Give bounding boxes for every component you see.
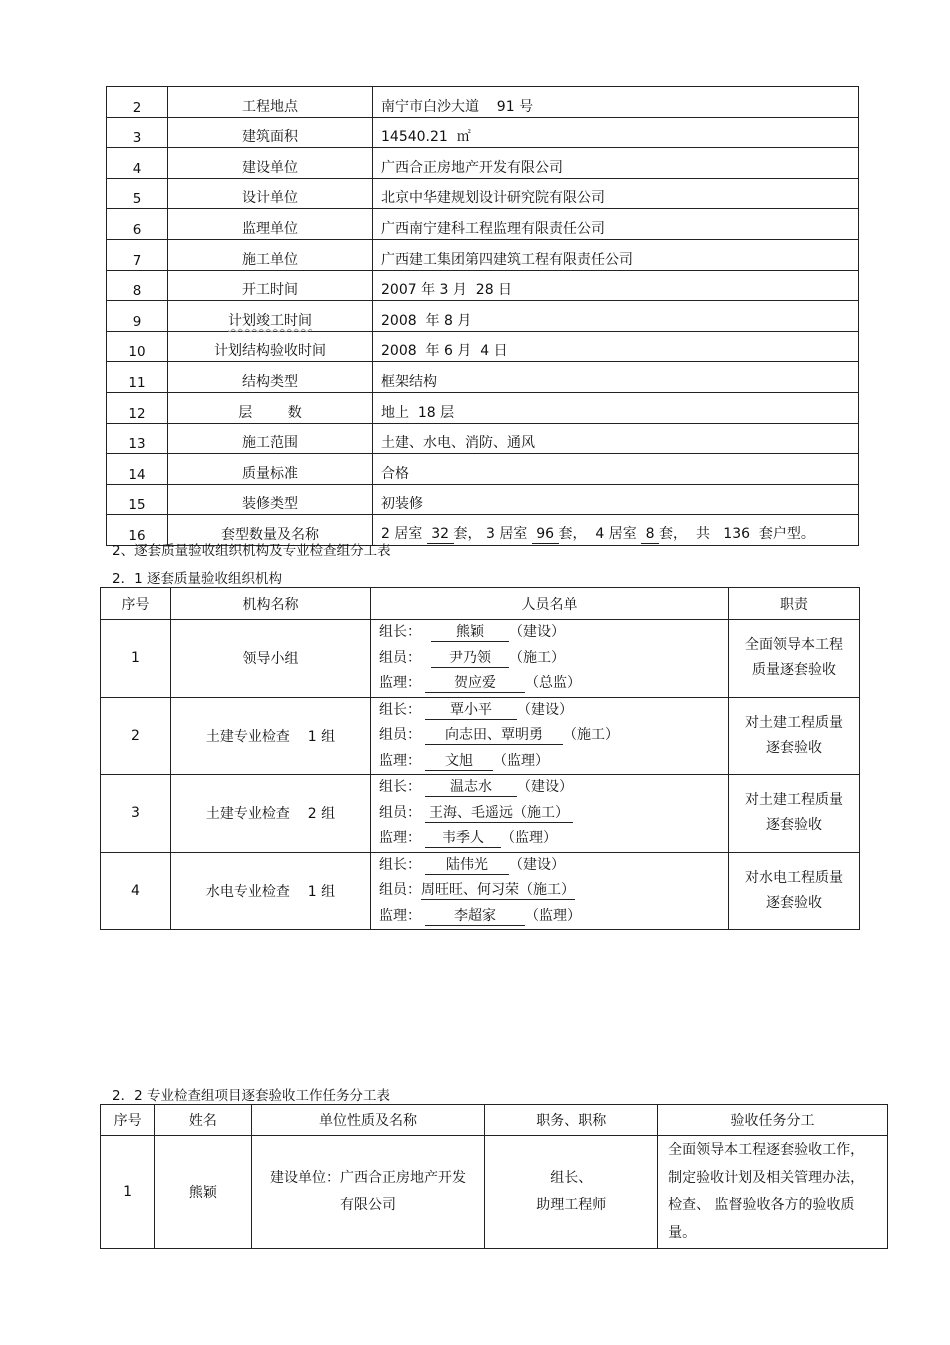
table-row <box>107 209 859 240</box>
row-number: 3 <box>107 117 168 148</box>
party-note: （施工） <box>509 649 565 666</box>
item-value: 广西南宁建科工程监理有限责任公司 <box>373 209 859 240</box>
person-name: 贺应爱 <box>425 675 525 693</box>
item-value: 广西合正房地产开发有限公司 <box>373 148 859 179</box>
row-number: 11 <box>107 362 168 393</box>
item-value: 南宁市白沙大道 91 号 <box>373 87 859 118</box>
item-value: 2007 年 3 月 28 日 <box>373 270 859 301</box>
table-row <box>107 331 859 362</box>
person-name: 熊颖 <box>155 1136 251 1249</box>
org-name: 土建专业检查 2 组 <box>171 775 371 853</box>
table-row <box>101 852 860 930</box>
row-number: 14 <box>107 454 168 485</box>
unit-name: 建设单位：广西合正房地产开发有限公司 <box>251 1136 485 1249</box>
people-list <box>371 852 729 930</box>
role-label: 组员： <box>379 882 421 898</box>
party-note: （总监） <box>525 675 581 691</box>
table-row <box>107 270 859 301</box>
header-cell: 单位性质及名称 <box>251 1105 485 1136</box>
row-number: 1 <box>101 1136 155 1249</box>
row-number: 1 <box>101 620 171 698</box>
task-assignment-body <box>100 1135 888 1249</box>
party-note: （监理） <box>525 907 581 924</box>
party-note: （监理） <box>501 830 557 846</box>
header-cell: 验收任务分工 <box>658 1105 888 1136</box>
duty: 对水电工程质量逐套验收 <box>729 852 860 930</box>
item-value: 北京中华建规划设计研究院有限公司 <box>373 178 859 209</box>
row-number: 12 <box>107 392 168 423</box>
item-label: 设计单位 <box>168 178 373 209</box>
unit-text: 套， 共 136 套户型。 <box>659 525 815 542</box>
person-name: 尹乃领 <box>431 650 509 668</box>
person-line <box>371 671 728 697</box>
table-header-row <box>101 1105 888 1136</box>
item-label: 建设单位 <box>168 148 373 179</box>
item-value: 14540.21 ㎡ <box>373 117 859 148</box>
row-number: 16 <box>107 515 168 546</box>
person-name: 韦季人 <box>425 830 501 848</box>
role-label: 监理： <box>379 675 421 691</box>
unit-text: 套， 4 居室 <box>558 525 642 542</box>
item-value: 初装修 <box>373 484 859 515</box>
person-name: 覃小平 <box>425 702 517 720</box>
header-cell: 机构名称 <box>171 588 371 620</box>
row-number: 2 <box>107 87 168 118</box>
job-title: 助理工程师 <box>536 1197 607 1213</box>
table-row <box>101 620 860 698</box>
item-label-text: 计划竣工时间 <box>228 312 312 329</box>
item-value: 2008 年 8 月 <box>373 301 859 332</box>
row-number: 13 <box>107 423 168 454</box>
item-value: 框架结构 <box>373 362 859 393</box>
person-name: 王海、毛遥远（施工） <box>425 805 573 823</box>
row-number: 9 <box>107 301 168 332</box>
item-label: 层 数 <box>168 392 373 423</box>
item-label: 质量标准 <box>168 454 373 485</box>
unit-count: 8 <box>641 525 660 542</box>
table-row <box>107 362 859 393</box>
table-row <box>107 178 859 209</box>
person-line <box>371 749 728 775</box>
row-number: 4 <box>107 148 168 179</box>
unit-count: 96 <box>531 525 559 542</box>
person-name: 李超家 <box>425 908 525 926</box>
table-row <box>101 697 860 775</box>
header-cell: 姓名 <box>155 1105 251 1136</box>
people-list <box>371 620 729 698</box>
unit-types-value <box>373 515 859 546</box>
row-number: 8 <box>107 270 168 301</box>
org-name: 领导小组 <box>171 620 371 698</box>
table-row <box>107 392 859 423</box>
item-label: 装修类型 <box>168 484 373 515</box>
person-line <box>371 723 728 749</box>
table-row <box>107 301 859 332</box>
row-number: 2 <box>101 697 171 775</box>
role-label: 组长： <box>379 856 421 873</box>
header-cell: 职务、职称 <box>485 1105 658 1136</box>
person-line <box>371 620 728 646</box>
position-title <box>485 1136 658 1249</box>
item-label: 开工时间 <box>168 270 373 301</box>
role-label: 组长： <box>379 779 421 795</box>
org-name: 土建专业检查 1 组 <box>171 697 371 775</box>
row-number: 3 <box>101 775 171 853</box>
table-row <box>107 117 859 148</box>
role-label: 组员： <box>379 804 421 821</box>
item-label: 结构类型 <box>168 362 373 393</box>
person-name: 文旭 <box>425 753 493 771</box>
person-line <box>371 698 728 724</box>
table-row <box>107 148 859 179</box>
item-label: 套型数量及名称 <box>168 515 373 546</box>
row-number: 4 <box>101 852 171 930</box>
person-name: 熊颖 <box>431 624 509 642</box>
role-label: 组长： <box>379 701 421 718</box>
person-line <box>371 646 728 672</box>
table-row <box>101 1136 888 1249</box>
item-value: 2008 年 6 月 4 日 <box>373 331 859 362</box>
row-number: 5 <box>107 178 168 209</box>
section-heading: 2、逐套质量验收组织机构及专业检查组分工表 <box>112 543 391 559</box>
party-note: （建设） <box>517 701 573 718</box>
unit-text: 2 居室 <box>381 525 427 542</box>
duty: 对土建工程质量逐套验收 <box>729 697 860 775</box>
unit-count: 32 <box>426 525 454 542</box>
item-label: 施工单位 <box>168 239 373 270</box>
position: 组长、 <box>550 1170 593 1186</box>
header-cell: 人员名单 <box>371 588 729 620</box>
project-info-table <box>106 86 859 546</box>
row-number: 7 <box>107 239 168 270</box>
item-label: 建筑面积 <box>168 117 373 148</box>
unit-text: 套， 3 居室 <box>453 525 532 542</box>
item-value: 合格 <box>373 454 859 485</box>
party-note: （监理） <box>493 752 549 769</box>
person-line <box>371 826 728 852</box>
role-label: 组员： <box>379 727 421 743</box>
row-number: 15 <box>107 484 168 515</box>
party-note: （建设） <box>517 779 573 795</box>
person-name: 向志田、覃明勇 <box>425 727 563 745</box>
subsection-heading: 2．1 逐套质量验收组织机构 <box>112 571 282 587</box>
party-note: （建设） <box>509 856 565 873</box>
task-description: 全面领导本工程逐套验收工作，制定验收计划及相关管理办法， 检查、 监督验收各方的验收质量。 <box>658 1136 888 1249</box>
header-cell: 序号 <box>101 1105 155 1136</box>
subsection-heading: 2．2 专业检查组项目逐套验收工作任务分工表 <box>112 1088 390 1104</box>
role-label: 组长： <box>379 624 421 640</box>
person-line <box>371 878 728 904</box>
duty: 全面领导本工程质量逐套验收 <box>729 620 860 698</box>
table-header-row <box>101 588 860 620</box>
row-number: 10 <box>107 331 168 362</box>
item-label <box>168 301 373 332</box>
role-label: 监理： <box>379 907 421 924</box>
person-line <box>371 775 728 801</box>
organization-table <box>100 587 860 930</box>
table-row <box>107 484 859 515</box>
people-list <box>371 697 729 775</box>
org-name: 水电专业检查 1 组 <box>171 852 371 930</box>
item-label: 施工范围 <box>168 423 373 454</box>
person-name: 温志水 <box>425 779 517 797</box>
item-value: 土建、水电、消防、通风 <box>373 423 859 454</box>
people-list <box>371 775 729 853</box>
task-assignment-table <box>100 1104 888 1136</box>
table-row <box>107 454 859 485</box>
person-name: 陆伟光 <box>425 857 509 875</box>
person-line <box>371 801 728 827</box>
person-name: 周旺旺、何习荣（施工） <box>421 882 575 898</box>
role-label: 监理： <box>379 752 421 769</box>
item-label: 监理单位 <box>168 209 373 240</box>
row-number: 6 <box>107 209 168 240</box>
header-cell: 序号 <box>101 588 171 620</box>
person-line <box>371 904 728 930</box>
item-value: 地上 18 层 <box>373 392 859 423</box>
item-label: 计划结构验收时间 <box>168 331 373 362</box>
item-value: 广西建工集团第四建筑工程有限责任公司 <box>373 239 859 270</box>
duty: 对土建工程质量逐套验收 <box>729 775 860 853</box>
header-cell: 职责 <box>729 588 860 620</box>
table-row <box>107 87 859 118</box>
role-label: 组员： <box>379 649 421 666</box>
role-label: 监理： <box>379 830 421 846</box>
person-line <box>371 853 728 879</box>
table-row <box>101 775 860 853</box>
table-row <box>107 423 859 454</box>
item-label: 工程地点 <box>168 87 373 118</box>
party-note: （建设） <box>509 624 565 640</box>
table-row <box>107 239 859 270</box>
party-note: （施工） <box>563 727 619 743</box>
